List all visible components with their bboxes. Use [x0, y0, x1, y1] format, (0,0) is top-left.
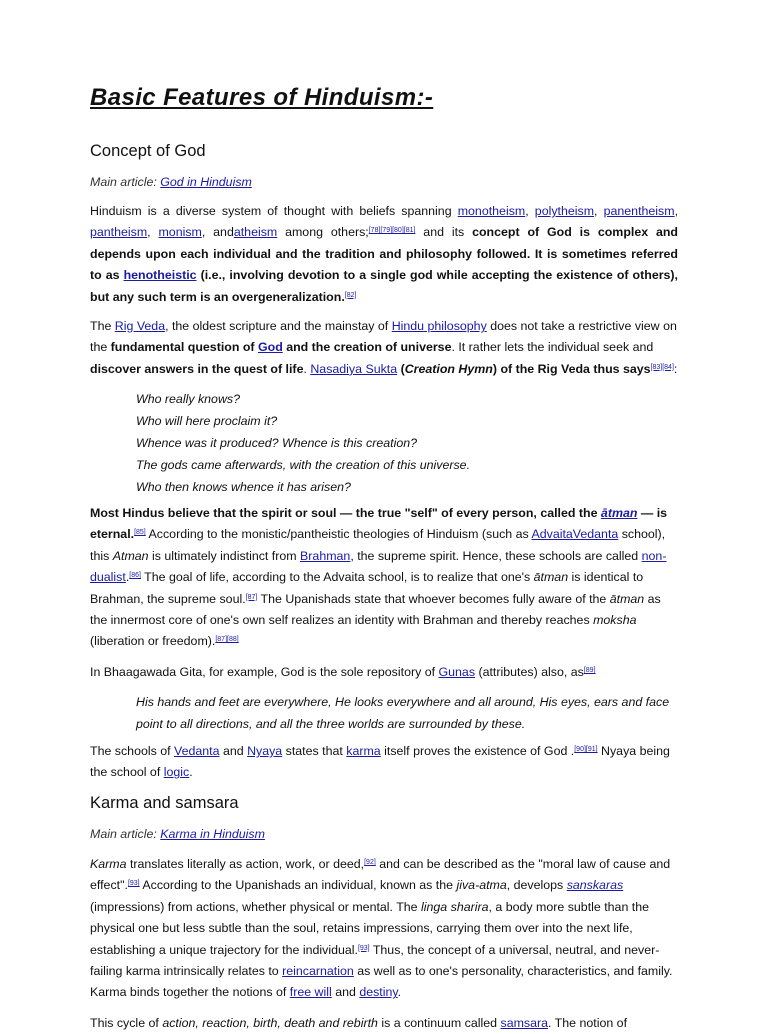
citation[interactable]: [90][91]	[574, 746, 598, 753]
link-karma[interactable]: karma	[346, 744, 381, 758]
link-nyaya[interactable]: Nyaya	[247, 744, 283, 758]
paragraph-gita: In Bhaagawada Gita, for example, God is the sole repository of Gunas (attributes) also, as[89]	[90, 665, 596, 679]
quote-line: Whence was it produced? Whence is this creation?	[136, 436, 417, 450]
link-samsara[interactable]: samsara	[500, 1016, 549, 1030]
link-pantheism[interactable]: pantheism	[90, 225, 148, 240]
link-sanskaras[interactable]: sanskaras	[566, 878, 624, 893]
citation[interactable]: [89]	[583, 667, 596, 674]
link-nasadiya-sukta[interactable]: Nasadiya Sukta	[310, 361, 398, 376]
citation[interactable]: [93]	[127, 880, 140, 888]
section-heading-concept-of-god: Concept of God	[90, 142, 206, 160]
link-reincarnation[interactable]: reincarnation	[282, 964, 354, 979]
link-monism[interactable]: monism	[158, 225, 202, 240]
link-god-in-hinduism[interactable]: God in Hinduism	[160, 175, 252, 189]
main-article-note: Main article: God in Hinduism	[90, 175, 252, 189]
page-title: Basic Features of Hinduism:-	[90, 84, 434, 111]
link-vedanta[interactable]: Vedanta	[174, 744, 220, 758]
link-rig-veda[interactable]: Rig Veda	[114, 319, 166, 333]
paragraph-karma: Karma translates literally as action, work, or deed,[92] and can be described as the "moral law of cause and effect".[93] According to the Upanishads an individual, known as the jiva-atma, develops sanskaras (impressions) from actions, whether physical or mental. The linga sharira, a body more subtle than the physical one but less subtle than the soul, retains impressions, carrying them over into the next life, establishing a unique trajectory for the individual.[93] Thus, the concept of a universal, neutral, and never-failing karma intrinsically relates to reincarnation as well as to one's personality, characteristics, and family. Karma binds together the notions of free will and destiny.	[90, 857, 673, 1000]
link-advaita-vedanta[interactable]: AdvaitaVedanta	[531, 527, 619, 542]
section-heading-karma-and-samsara: Karma and samsara	[90, 794, 239, 812]
citation[interactable]: [78][79][80][81]	[368, 227, 416, 235]
citation[interactable]: [93]	[357, 944, 370, 952]
citation[interactable]: [83][84]	[650, 363, 674, 371]
link-henotheistic[interactable]: henotheistic	[123, 268, 197, 283]
link-gunas[interactable]: Gunas	[438, 665, 476, 679]
quote-line: Who really knows?	[136, 392, 240, 406]
link-god[interactable]: God	[257, 340, 283, 355]
link-karma-in-hinduism[interactable]: Karma in Hinduism	[160, 827, 265, 841]
quote-line: Who will here proclaim it?	[136, 414, 278, 428]
link-hindu-philosophy[interactable]: Hindu philosophy	[391, 319, 487, 333]
quote-line: Who then knows whence it has arisen?	[136, 480, 351, 494]
link-destiny[interactable]: destiny	[359, 985, 398, 1000]
link-free-will[interactable]: free will	[289, 985, 332, 1000]
paragraph-vedanta-nyaya: The schools of Vedanta and Nyaya states that karma itself proves the existence of God .[90][91] Nyaya being the school of logic.	[90, 744, 670, 780]
main-article-note: Main article: Karma in Hinduism	[90, 827, 265, 841]
link-non-dualist[interactable]: non-dualist	[90, 548, 667, 585]
link-atheism[interactable]: atheism	[233, 225, 278, 240]
citation[interactable]: [87]	[245, 593, 258, 601]
blockquote-gita: His hands and feet are everywhere, He looks everywhere and all around, His eyes, ears and face point to all directions, and all the three worlds are surrounded by these.	[136, 695, 670, 731]
paragraph-atman: Most Hindus believe that the spirit or soul — the true "self" of every person, called the ātman — is eternal.[85] According to the monistic/pantheistic theologies of Hinduism (such as AdvaitaVedanta school), this Atman is ultimately indistinct from Brahman, the supreme spirit. Hence, these schools are called non-dualist.[86] The goal of life, according to the Advaita school, is to realize that one's ātman is identical to Brahman, the supreme soul.[87] The Upanishads state that whoever becomes fully aware of the ātman as the innermost core of one's own self realizes an identity with Brahman and thereby reaches moksha (liberation or freedom).[87][88]	[90, 506, 668, 649]
blockquote-creation-hymn	[136, 388, 676, 498]
citation[interactable]: [85]	[134, 529, 146, 537]
paragraph-hinduism-beliefs: Hinduism is a diverse system of thought with beliefs spanning monotheism, polytheism, panentheism, pantheism, monism, andatheism among others;[78][79][80][81] and its concept of God is complex and depends upon each individual and the tradition and philosophy followed. It is sometimes referred to as henotheistic (i.e., involving devotion to a single god while accepting the existence of others), but any such term is an overgeneralization.[82]	[90, 204, 679, 304]
quote-line: The gods came afterwards, with the creation of this universe.	[136, 458, 471, 472]
link-logic[interactable]: logic	[163, 765, 190, 780]
link-brahman[interactable]: Brahman	[300, 548, 351, 563]
citation[interactable]: [82]	[344, 291, 357, 299]
paragraph-rig-veda: The Rig Veda, the oldest scripture and the mainstay of Hindu philosophy does not take a restrictive view on the fundamental question of God and the creation of universe. It rather lets the individual seek and discover answers in the quest of life. Nasadiya Sukta (Creation Hymn) of the Rig Veda thus says[83][84]:	[90, 319, 678, 376]
link-monotheism[interactable]: monotheism	[457, 204, 526, 218]
citation[interactable]: [86]	[129, 572, 141, 580]
link-polytheism[interactable]: polytheism	[534, 204, 595, 218]
link-atman[interactable]: ātman	[600, 506, 638, 520]
citation[interactable]: [87][88]	[215, 636, 239, 644]
paragraph-samsara: This cycle of action, reaction, birth, death and rebirth is a continuum called samsara. The notion of	[90, 1016, 628, 1030]
citation[interactable]: [92]	[364, 859, 376, 866]
link-panentheism[interactable]: panentheism	[603, 204, 675, 218]
